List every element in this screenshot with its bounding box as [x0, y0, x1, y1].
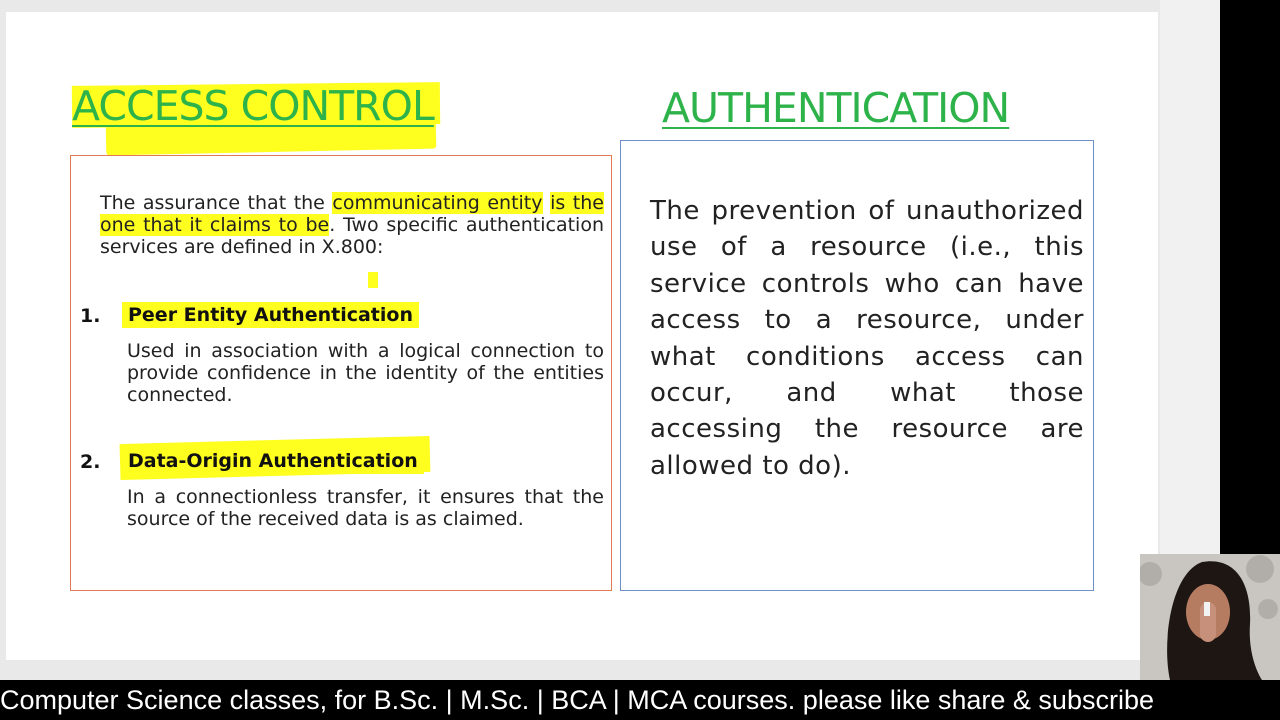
presenter-image: [1140, 554, 1280, 680]
intro-highlight-1: communicating entity: [332, 192, 543, 214]
item-1-body: Used in association with a logical connection to provide confidence in the identity of the entities connected.: [127, 340, 604, 406]
item-2-heading: Data-Origin Authentication: [122, 448, 424, 474]
intro-text-end: . Two specific authentication services are defined in X.800:: [100, 214, 604, 258]
item-1-number: 1.: [80, 305, 101, 327]
item-2-body: In a connectionless transfer, it ensures that the source of the received data is as claimed.: [127, 486, 604, 530]
intro-text-start: The assurance that the: [100, 192, 333, 214]
item-2-number: 2.: [80, 451, 101, 473]
authentication-title: AUTHENTICATION: [662, 84, 1010, 132]
intro-highlight-2: is the one that it claims to be: [100, 192, 604, 236]
access-control-title: ACCESS CONTROL: [72, 82, 434, 130]
authentication-description: The prevention of unauthorized use of a resource (i.e., this service controls who can have access to a resource, under what conditions access can occur, and what those accessing the resource are allowed to do).: [650, 196, 1084, 481]
intro-paragraph: [100, 192, 604, 258]
caption-banner: Computer Science classes, for B.Sc. | M.Sc. | BCA | MCA courses. please like share & subscribe: [0, 680, 1280, 720]
item-1-heading: Peer Entity Authentication: [122, 302, 419, 328]
presenter-webcam: [1140, 554, 1280, 680]
